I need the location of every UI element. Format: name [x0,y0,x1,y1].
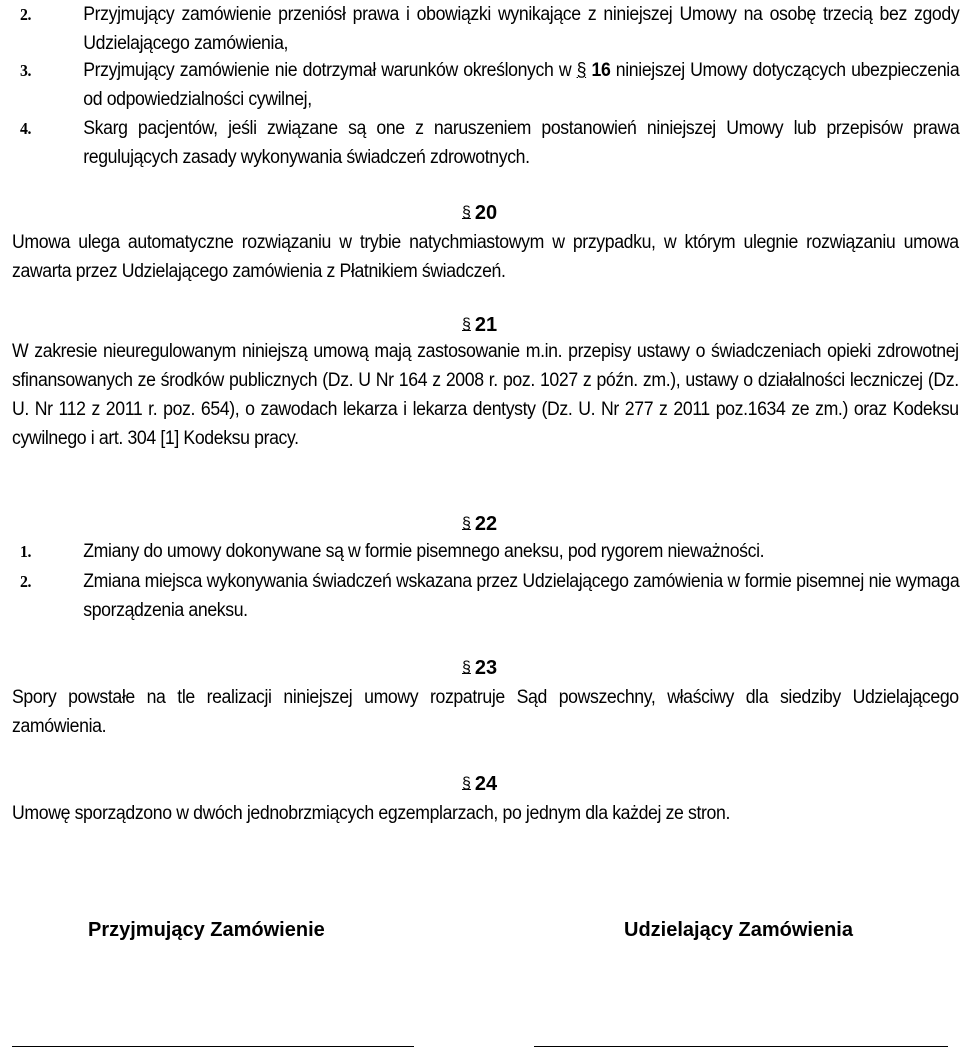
signature-line-right [534,1046,948,1047]
list-item-text: Zmiana miejsca wykonywania świadczeń wskazana przez Udzielającego zamówienia w formie pisemnej nie wymaga sporządzenia aneksu. [83,571,960,621]
list-item-number: 2. [20,572,32,591]
section-symbol: § [462,316,471,333]
section-symbol: § [462,515,471,532]
signature-label-left: Przyjmujący Zamówienie [88,919,325,941]
list-item-number: 3. [20,61,32,80]
list-item-text-part: Przyjmujący zamówienie nie dotrzymał warunków określonych w [83,60,577,81]
list-item-text [83,56,959,114]
section-reference-number: 16 [591,60,611,81]
section-reference [577,60,611,81]
list-item-number: 4. [20,119,32,138]
section-heading-23 [462,654,497,682]
section-23-text: Spory powstałe na tle realizacji niniejszej umowy rozpatruje Sąd powszechny, właściwy dla siedziby Udzielającego zamówienia. [12,687,959,737]
section-24-text: Umowę sporządzono w dwóch jednobrzmiących egzemplarzach, po jednym dla każdej ze stron. [12,803,731,824]
section-number: 23 [474,657,498,679]
list-item [20,114,959,172]
section-number: 22 [474,513,498,535]
section-number: 24 [474,773,498,795]
list-item-text: Zmiany do umowy dokonywane są w formie pisemnego aneksu, pod rygorem nieważności. [83,541,765,562]
section-symbol: § [576,60,587,81]
section-20-text: Umowa ulega automatyczne rozwiązaniu w trybie natychmiastowym w przypadku, w którym ulegnie rozwiązaniu umowa zawarta przez Udzielającego zamówienia z Płatnikiem świadczeń. [12,232,959,282]
list-item [20,0,959,58]
section-heading-24 [462,770,497,798]
section-heading-22 [462,510,497,538]
list-item [20,567,959,625]
signature-line-left [12,1046,414,1047]
section-symbol: § [462,775,471,792]
section-symbol: § [462,204,471,221]
list-item-text: Przyjmujący zamówienie przeniósł prawa i obowiązki wynikające z niniejszej Umowy na osobę trzecią bez zgody Udzielającego zamówienia, [83,4,960,54]
section-number: 21 [474,314,498,336]
list-item-number: 1. [20,542,32,561]
section-number: 20 [474,202,498,224]
list-item-number: 2. [20,5,32,24]
list-item [20,56,959,114]
list-item [20,537,959,566]
section-21-text: W zakresie nieuregulowanym niniejszą umową mają zastosowanie m.in. przepisy ustawy o świadczeniach opieki zdrowotnej sfinansowanych ze środków publicznych (Dz. U Nr 164 z 2008 r. poz. 1027 z późn. zm.), ustawy o działalności leczniczej (Dz. U. Nr 112 z 2011 r. poz. 654), o zawodach lekarza i lekarza dentysty (Dz. U. Nr 277 z 2011 poz.1634 ze zm.) oraz Kodeksu cywilnego i art. 304 [1] Kodeksu pracy. [12,341,959,449]
section-symbol: § [462,659,471,676]
signature-label-right: Udzielający Zamówienia [624,919,853,941]
section-heading-20 [462,199,497,227]
section-heading-21 [462,311,497,339]
list-item-text: Skarg pacjentów, jeśli związane są one z naruszeniem postanowień niniejszej Umowy lub przepisów prawa regulujących zasady wykonywania świadczeń zdrowotnych. [83,118,960,168]
list-item-text-part: niniejszej Umowy dotyczących ubezpieczenia od odpowiedzialności cywilnej, [83,60,960,110]
